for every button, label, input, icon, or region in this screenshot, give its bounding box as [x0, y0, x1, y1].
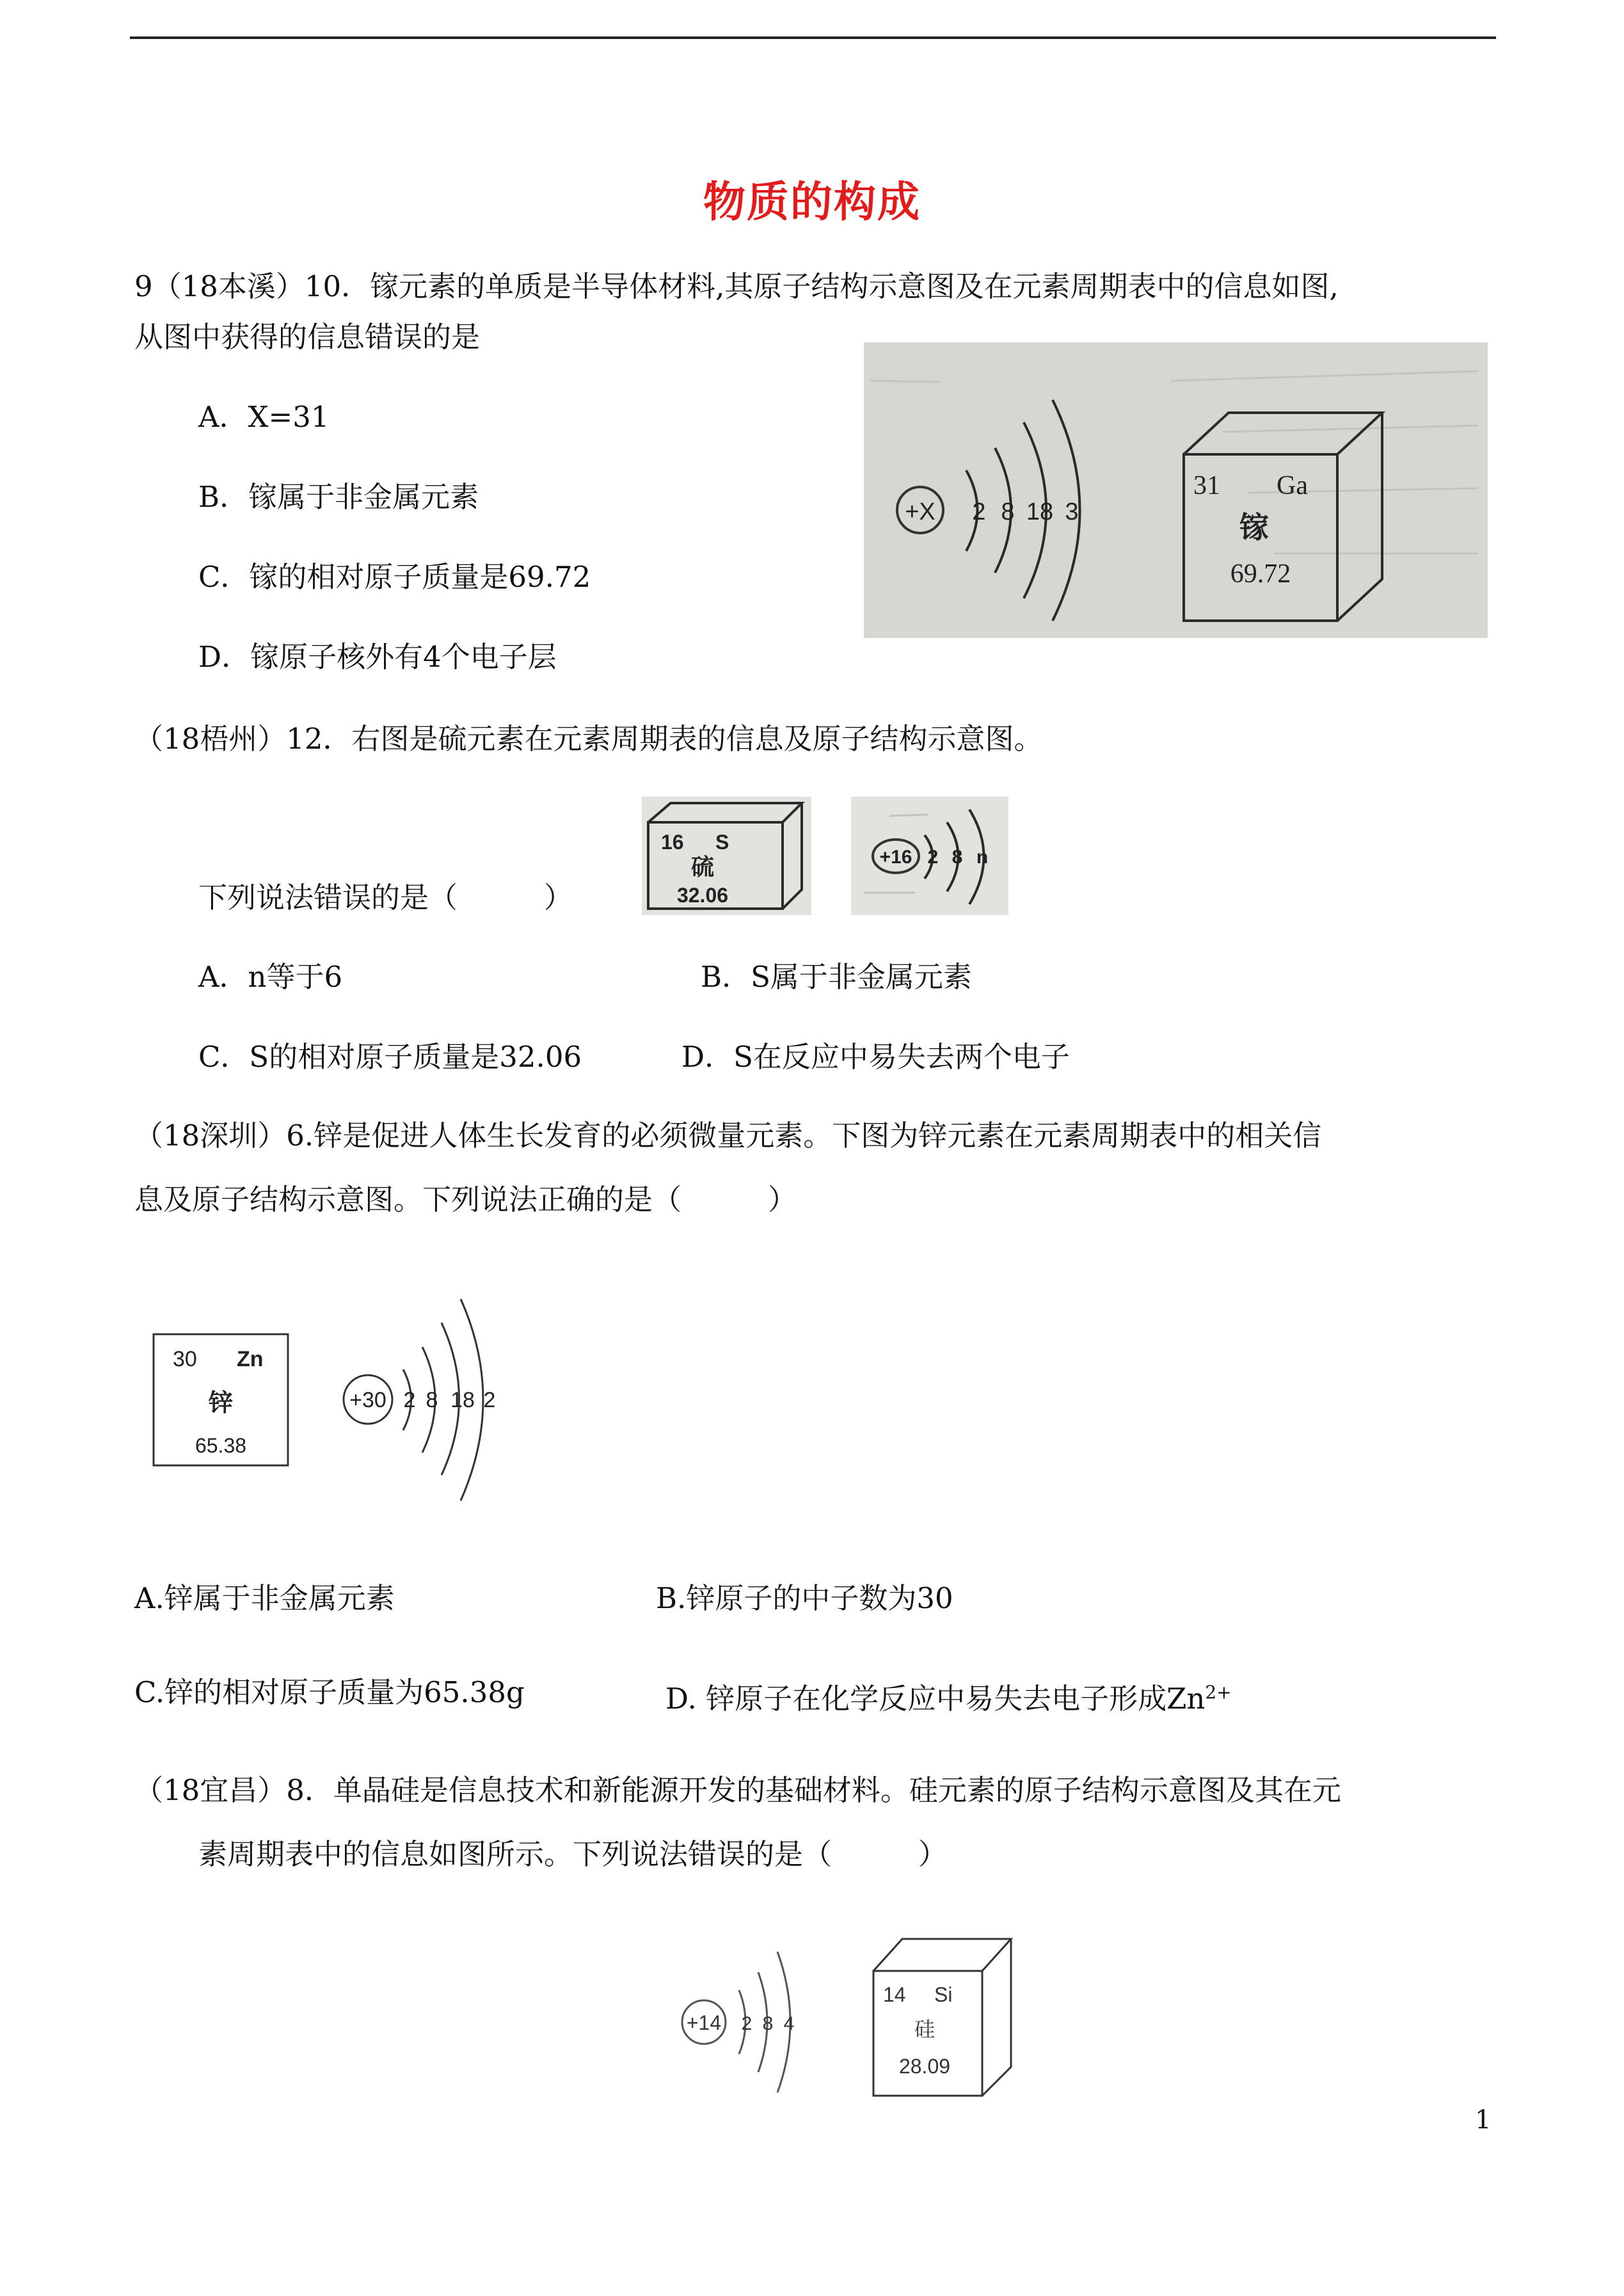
q1-shell-3: 18	[1026, 498, 1054, 525]
q1-shell-2: 8	[1001, 498, 1015, 525]
q4-shell-1: 2	[741, 2013, 752, 2034]
q4-shell-2: 8	[762, 2013, 774, 2034]
page-title: 物质的构成	[703, 177, 921, 227]
q2-figure-element-box	[642, 797, 811, 915]
q1-figure-gallium	[864, 342, 1488, 638]
q1-element-symbol: Ga	[1277, 471, 1308, 500]
q3-element-mass: 65.38	[195, 1434, 247, 1457]
q3-shell-1: 2	[403, 1388, 416, 1412]
q1-option-c: C．镓的相对原子质量是69.72	[198, 560, 591, 594]
q2-option-d: D．S在反应中易失去两个电子	[681, 1040, 1070, 1074]
page-number: 1	[1475, 2105, 1492, 2135]
q2-element-number: 16	[661, 831, 684, 854]
q1-stem-line1: 9（18本溪）10．镓元素的单质是半导体材料,其原子结构示意图及在元素周期表中的信息如图,	[134, 269, 1339, 303]
q3-figure-drawing	[147, 1283, 506, 1513]
q3-option-b: B.锌原子的中子数为30	[656, 1581, 953, 1615]
q1-element-mass: 69.72	[1230, 559, 1291, 589]
q1-element-number: 31	[1193, 471, 1220, 500]
q2-option-b: B．S属于非金属元素	[701, 960, 972, 994]
q2-stem: （18梧州）12．右图是硫元素在元素周期表的信息及原子结构示意图。	[134, 722, 1043, 756]
q3-element-name: 锌	[208, 1388, 234, 1417]
q3-stem-line2: 息及原子结构示意图。下列说法正确的是（ ）	[134, 1183, 797, 1216]
q3-nucleus-label: +30	[349, 1388, 386, 1412]
q1-stem-line2: 从图中获得的信息错误的是	[134, 320, 481, 354]
q2-shell-1: 2	[927, 847, 939, 868]
q3-shell-2: 8	[426, 1388, 438, 1412]
q2-element-symbol: S	[715, 831, 729, 854]
q1-option-b: B．镓属于非金属元素	[198, 480, 479, 514]
q2-option-a: A．n等于6	[198, 960, 343, 994]
q2-shell-3: n	[976, 847, 989, 868]
q2-atom-drawing	[851, 797, 1008, 915]
q1-shell-1: 2	[972, 498, 986, 525]
q2-figure-atom	[851, 797, 1008, 915]
q3-shell-4: 2	[483, 1388, 496, 1412]
q3-figure-zinc	[147, 1283, 506, 1513]
q4-element-name: 硅	[914, 2017, 935, 2041]
q3-option-d-text: D. 锌原子在化学反应中易失去电子形成Zn	[665, 1682, 1206, 1716]
q1-shell-4: 3	[1065, 498, 1079, 525]
q2-option-c: C．S的相对原子质量是32.06	[198, 1040, 582, 1074]
q2-nucleus-label: +16	[879, 847, 912, 868]
q1-nucleus-label: +X	[905, 498, 935, 525]
q4-element-number: 14	[883, 1983, 906, 2006]
q3-stem-line1: （18深圳）6.锌是促进人体生长发育的必须微量元素。下图为锌元素在元素周期表中的相关信	[134, 1119, 1322, 1152]
q1-option-d: D．镓原子核外有4个电子层	[198, 640, 557, 674]
q3-option-a: A.锌属于非金属元素	[134, 1581, 395, 1615]
q2-shell-2: 8	[951, 847, 963, 868]
q4-element-mass: 28.09	[898, 2055, 951, 2078]
q3-element-symbol: Zn	[237, 1347, 264, 1371]
q1-option-a: A．X=31	[198, 400, 330, 434]
q4-figure-drawing	[675, 1926, 1021, 2105]
q4-nucleus-label: +14	[686, 2011, 722, 2034]
q1-element-name: 镓	[1239, 510, 1269, 545]
q4-stem-line1: （18宜昌）8．单晶硅是信息技术和新能源开发的基础材料。硅元素的原子结构示意图及其在元	[134, 1773, 1341, 1807]
q4-shell-3: 4	[783, 2013, 795, 2034]
q4-element-symbol: Si	[934, 1983, 953, 2006]
q3-option-c: C.锌的相对原子质量为65.38g	[134, 1675, 525, 1709]
q2-element-mass: 32.06	[676, 884, 729, 907]
q1-figure-drawing	[864, 342, 1488, 638]
q2-box-drawing	[642, 797, 811, 915]
q2-prompt: 下列说法错误的是（ ）	[198, 881, 573, 914]
q3-option-d	[665, 1673, 1232, 1718]
q2-element-name: 硫	[690, 854, 715, 881]
q3-option-d-superscript: 2+	[1205, 1682, 1232, 1703]
q3-shell-3: 18	[450, 1388, 475, 1412]
q3-element-number: 30	[173, 1347, 197, 1371]
header-rule	[130, 36, 1496, 39]
q4-figure-silicon	[675, 1926, 1021, 2105]
q4-stem-line2: 素周期表中的信息如图所示。下列说法错误的是（ ）	[198, 1837, 948, 1871]
